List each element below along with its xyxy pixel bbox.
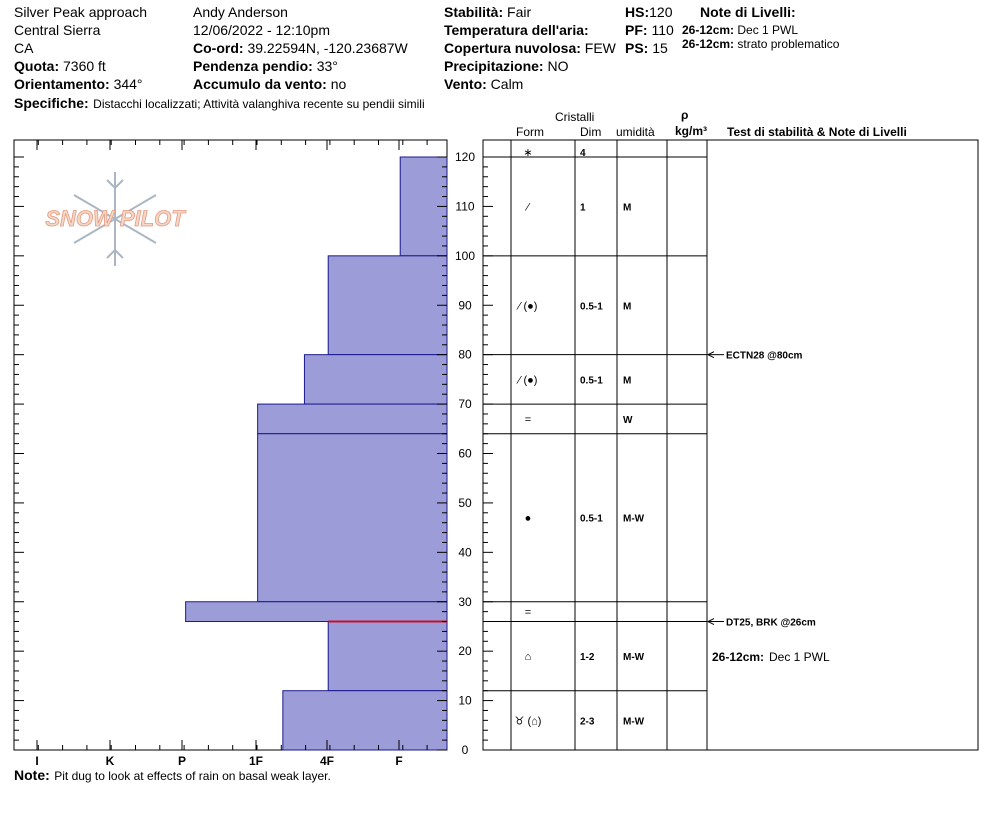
grain-size: 4	[580, 148, 586, 160]
specifics-value: Distacchi localizzati; Attività valanghiva recente su pendii simili	[93, 97, 425, 111]
coord-label: Co-ord:	[193, 40, 244, 56]
aspect-value: 344°	[113, 76, 143, 92]
depth-label: 100	[454, 248, 476, 263]
hs-label: HS:	[625, 4, 650, 20]
wind-label: Vento:	[444, 76, 487, 92]
size-header: Dim	[580, 125, 602, 139]
depth-label: 120	[454, 150, 476, 164]
note-value: Pit dug to look at effects of rain on basal weak layer.	[54, 769, 331, 783]
hardness-label: I	[35, 754, 39, 768]
grain-form: =	[524, 606, 532, 619]
pf-label: PF:	[625, 22, 648, 38]
grain-form: ♉ (⌂)	[514, 715, 542, 728]
crystals-header: Cristalli	[555, 110, 595, 124]
hardness-layer-4	[258, 434, 447, 602]
specifics-label: Specifiche:	[14, 95, 89, 111]
wind-value: Calm	[490, 76, 524, 92]
sky-value: FEW	[584, 40, 616, 56]
wind-loading-value: no	[330, 76, 347, 92]
grain-form: ⌂	[524, 651, 532, 664]
hardness-label: K	[105, 754, 115, 768]
precip-label: Precipitazione:	[444, 58, 544, 74]
coord-value: 39.22594N, -120.23687W	[247, 40, 408, 56]
grain-form: ⁄	[527, 201, 529, 214]
grain-size: 0.5-1	[580, 513, 603, 525]
test-label: ECTN28 @80cm	[726, 350, 803, 362]
grain-form: ⁄ (●)	[518, 300, 538, 313]
ps-value: 15	[652, 40, 668, 56]
stability-tests	[708, 351, 830, 664]
slope-value: 33°	[316, 58, 338, 74]
aspect-label: Orientamento:	[14, 76, 110, 92]
hardness-layer-3	[258, 404, 447, 434]
observer: Andy Anderson	[193, 4, 288, 20]
moisture: M	[623, 202, 632, 214]
hardness-label: 4F	[319, 754, 335, 768]
datetime: 12/06/2022 - 12:10pm	[193, 22, 330, 38]
moisture: M-W	[623, 513, 645, 525]
grain-size: 2-3	[580, 716, 595, 728]
moisture: M	[623, 301, 632, 313]
slope-label: Pendenza pendio:	[193, 58, 313, 74]
logo-text: SNOW PILOT	[45, 206, 185, 231]
precip-value: NO	[547, 58, 569, 74]
location-name: Silver Peak approach	[14, 4, 148, 20]
hardness-layer-1	[328, 256, 447, 355]
grain-form: ∗	[523, 147, 533, 160]
moisture-header: umidità	[616, 125, 655, 139]
air-temp-label: Temperatura dell'aria:	[444, 22, 589, 38]
layer-notes-title: Note di Livelli:	[700, 4, 796, 20]
form-header: Form	[516, 125, 544, 139]
depth-label: 40	[458, 545, 472, 560]
hardness-label: 1F	[248, 754, 264, 768]
grain-size: 0.5-1	[580, 375, 603, 387]
grain-form: =	[524, 413, 532, 426]
depth-label: 20	[458, 644, 472, 659]
pf-value: 110	[651, 22, 674, 38]
elevation-value: 7360 ft	[63, 58, 106, 74]
grain-form: ●	[524, 512, 532, 525]
moisture: W	[623, 414, 633, 426]
depth-label: 50	[458, 495, 472, 510]
layer-note-1-text: Dec 1 PWL	[737, 23, 799, 37]
layer-note-2-text: strato problematico	[737, 37, 840, 51]
depth-label: 90	[458, 298, 472, 313]
state: CA	[14, 40, 34, 56]
grain-size: 0.5-1	[580, 301, 603, 313]
layer-note-range: 26-12cm:	[712, 650, 765, 665]
layer-note-1-range: 26-12cm:	[682, 23, 735, 37]
hardness-label: F	[395, 754, 403, 768]
depth-label: 80	[458, 347, 472, 362]
footer-note	[14, 766, 331, 785]
hardness-layer-6	[328, 622, 447, 691]
ps-label: PS:	[625, 40, 649, 56]
depth-label: 10	[458, 693, 472, 708]
mountain-range: Central Sierra	[14, 22, 101, 38]
layer-note-2-range: 26-12cm:	[682, 37, 735, 51]
sky-label: Copertura nuvolosa:	[444, 40, 581, 56]
depth-label: 110	[455, 199, 475, 214]
moisture: M	[623, 375, 632, 387]
layer-note-text: Dec 1 PWL	[769, 650, 830, 665]
hs-value: 120	[649, 4, 673, 20]
elevation-label: Quota:	[14, 58, 60, 74]
snow-pilot-logo	[45, 172, 186, 266]
grain-size: 1-2	[580, 652, 595, 664]
hardness-layers	[186, 157, 447, 750]
grain-form: ⁄ (●)	[518, 374, 538, 387]
depth-label: 30	[458, 594, 472, 609]
stability-label: Stabilità:	[444, 4, 504, 20]
grain-size: 1	[580, 202, 586, 214]
wind-loading-label: Accumulo da vento:	[193, 76, 327, 92]
layers-table	[483, 140, 707, 750]
note-label: Note:	[14, 767, 50, 783]
tests-header: Test di stabilità & Note di Livelli	[727, 125, 907, 139]
hardness-layer-2	[304, 355, 447, 404]
depth-label: 0	[461, 743, 469, 757]
hardness-label: P	[177, 754, 187, 768]
hardness-layer-5	[186, 602, 447, 622]
test-label: DT25, BRK @26cm	[726, 617, 816, 629]
depth-label: 60	[458, 446, 472, 461]
density-unit-header: kg/m³	[675, 124, 708, 138]
moisture: M-W	[623, 652, 645, 664]
rho-header: ρ	[681, 108, 689, 122]
stability-value: Fair	[507, 4, 532, 20]
hardness-layer-7	[283, 691, 447, 750]
depth-label: 70	[458, 397, 472, 412]
moisture: M-W	[623, 716, 645, 728]
